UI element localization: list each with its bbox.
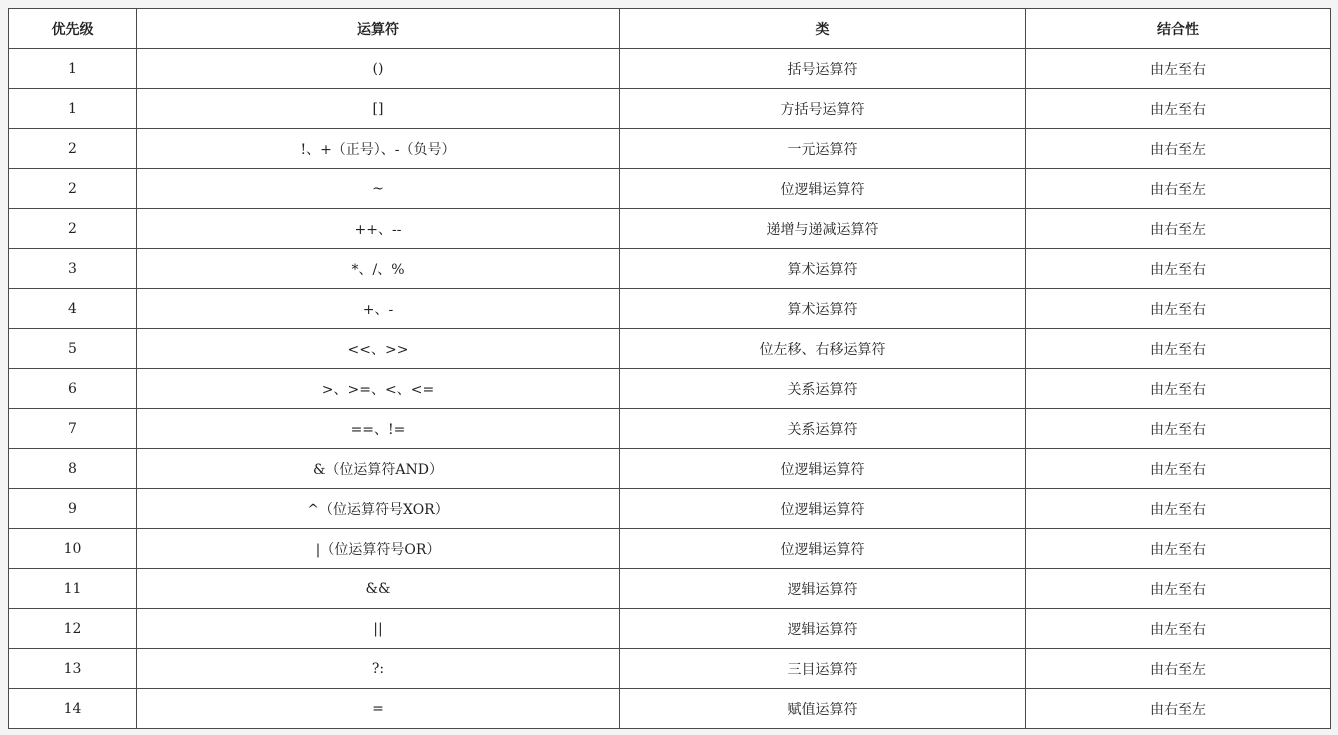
associativity-cell: 由右至左 bbox=[1026, 129, 1331, 169]
priority-cell: 1 bbox=[9, 49, 137, 89]
operator-cell: ?: bbox=[137, 649, 620, 689]
table-row bbox=[9, 289, 1331, 329]
category-cell: 算术运算符 bbox=[620, 289, 1026, 329]
header-operator: 运算符 bbox=[137, 9, 620, 49]
operator-cell: ^（位运算符号XOR） bbox=[137, 489, 620, 529]
operator-cell: || bbox=[137, 609, 620, 649]
table-row bbox=[9, 609, 1331, 649]
priority-cell: 12 bbox=[9, 609, 137, 649]
table-row bbox=[9, 689, 1331, 729]
priority-cell: 10 bbox=[9, 529, 137, 569]
priority-cell: 2 bbox=[9, 129, 137, 169]
operator-cell: &（位运算符AND） bbox=[137, 449, 620, 489]
table-row bbox=[9, 649, 1331, 689]
table-row bbox=[9, 169, 1331, 209]
category-cell: 递增与递减运算符 bbox=[620, 209, 1026, 249]
associativity-cell: 由左至右 bbox=[1026, 609, 1331, 649]
operator-cell: = bbox=[137, 689, 620, 729]
category-cell: 位左移、右移运算符 bbox=[620, 329, 1026, 369]
priority-cell: 1 bbox=[9, 89, 137, 129]
table-row bbox=[9, 409, 1331, 449]
priority-cell: 8 bbox=[9, 449, 137, 489]
header-priority: 优先级 bbox=[9, 9, 137, 49]
operator-cell: ~ bbox=[137, 169, 620, 209]
priority-cell: 11 bbox=[9, 569, 137, 609]
priority-cell: 13 bbox=[9, 649, 137, 689]
associativity-cell: 由左至右 bbox=[1026, 329, 1331, 369]
priority-cell: 6 bbox=[9, 369, 137, 409]
associativity-cell: 由左至右 bbox=[1026, 529, 1331, 569]
category-cell: 三目运算符 bbox=[620, 649, 1026, 689]
associativity-cell: 由左至右 bbox=[1026, 409, 1331, 449]
operator-precedence-table bbox=[8, 8, 1331, 729]
priority-cell: 2 bbox=[9, 169, 137, 209]
associativity-cell: 由左至右 bbox=[1026, 289, 1331, 329]
table-row bbox=[9, 489, 1331, 529]
table-row bbox=[9, 209, 1331, 249]
priority-cell: 7 bbox=[9, 409, 137, 449]
operator-cell: <<、>> bbox=[137, 329, 620, 369]
category-cell: 逻辑运算符 bbox=[620, 569, 1026, 609]
associativity-cell: 由左至右 bbox=[1026, 249, 1331, 289]
operator-cell: () bbox=[137, 49, 620, 89]
priority-cell: 5 bbox=[9, 329, 137, 369]
category-cell: 位逻辑运算符 bbox=[620, 169, 1026, 209]
category-cell: 位逻辑运算符 bbox=[620, 489, 1026, 529]
priority-cell: 2 bbox=[9, 209, 137, 249]
operator-cell: *、/、% bbox=[137, 249, 620, 289]
table-row bbox=[9, 129, 1331, 169]
table-row bbox=[9, 89, 1331, 129]
associativity-cell: 由右至左 bbox=[1026, 209, 1331, 249]
category-cell: 赋值运算符 bbox=[620, 689, 1026, 729]
table-row bbox=[9, 369, 1331, 409]
table-header bbox=[9, 9, 1331, 49]
table-row bbox=[9, 529, 1331, 569]
associativity-cell: 由右至左 bbox=[1026, 689, 1331, 729]
header-category: 类 bbox=[620, 9, 1026, 49]
header-associativity: 结合性 bbox=[1026, 9, 1331, 49]
associativity-cell: 由左至右 bbox=[1026, 89, 1331, 129]
table-row bbox=[9, 249, 1331, 289]
category-cell: 一元运算符 bbox=[620, 129, 1026, 169]
priority-cell: 9 bbox=[9, 489, 137, 529]
category-cell: 关系运算符 bbox=[620, 369, 1026, 409]
table-row bbox=[9, 449, 1331, 489]
associativity-cell: 由右至左 bbox=[1026, 649, 1331, 689]
operator-cell: [] bbox=[137, 89, 620, 129]
associativity-cell: 由右至左 bbox=[1026, 169, 1331, 209]
table-row bbox=[9, 569, 1331, 609]
operator-precedence-table-container bbox=[8, 8, 1330, 729]
associativity-cell: 由左至右 bbox=[1026, 569, 1331, 609]
priority-cell: 14 bbox=[9, 689, 137, 729]
category-cell: 关系运算符 bbox=[620, 409, 1026, 449]
associativity-cell: 由左至右 bbox=[1026, 449, 1331, 489]
operator-cell: !、+（正号）、-（负号） bbox=[137, 129, 620, 169]
associativity-cell: 由左至右 bbox=[1026, 489, 1331, 529]
operator-cell: +、- bbox=[137, 289, 620, 329]
associativity-cell: 由左至右 bbox=[1026, 49, 1331, 89]
category-cell: 括号运算符 bbox=[620, 49, 1026, 89]
operator-cell: ++、-- bbox=[137, 209, 620, 249]
priority-cell: 4 bbox=[9, 289, 137, 329]
operator-cell: ==、!= bbox=[137, 409, 620, 449]
header-row bbox=[9, 9, 1331, 49]
table-row bbox=[9, 329, 1331, 369]
category-cell: 位逻辑运算符 bbox=[620, 449, 1026, 489]
category-cell: 位逻辑运算符 bbox=[620, 529, 1026, 569]
category-cell: 方括号运算符 bbox=[620, 89, 1026, 129]
operator-cell: && bbox=[137, 569, 620, 609]
category-cell: 逻辑运算符 bbox=[620, 609, 1026, 649]
category-cell: 算术运算符 bbox=[620, 249, 1026, 289]
table-body bbox=[9, 49, 1331, 729]
associativity-cell: 由左至右 bbox=[1026, 369, 1331, 409]
priority-cell: 3 bbox=[9, 249, 137, 289]
operator-cell: |（位运算符号OR） bbox=[137, 529, 620, 569]
operator-cell: >、>=、<、<= bbox=[137, 369, 620, 409]
table-row bbox=[9, 49, 1331, 89]
